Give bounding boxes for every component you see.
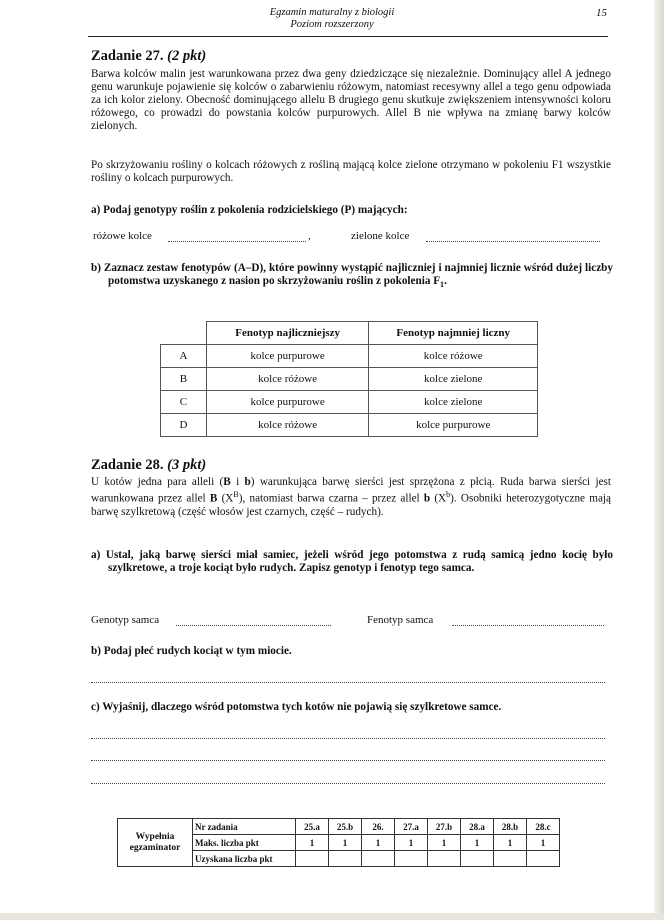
obtained-points-cell[interactable] bbox=[494, 851, 527, 867]
task28b-answer-line[interactable] bbox=[91, 682, 605, 683]
phenotype-option-B[interactable] bbox=[161, 368, 538, 391]
task-number-cell: 27.b bbox=[428, 819, 461, 835]
max-points-cell: 1 bbox=[395, 835, 428, 851]
obtained-points-cell[interactable] bbox=[527, 851, 560, 867]
examiner-label-line2: egzaminator bbox=[129, 842, 181, 853]
task27-points: (2 pkt) bbox=[167, 48, 207, 64]
task27-cross-description: Po skrzyżowaniu rośliny o kolcach różowych z rośliną mającą kolce zielone otrzymano w pokoleniu F1 wszystkie rośliny o kolcach purpurowych. bbox=[91, 159, 611, 184]
t28-sup: B bbox=[233, 489, 239, 499]
task-number-cell: 26. bbox=[362, 819, 395, 835]
page-edge-shadow bbox=[654, 0, 664, 920]
option-letter: A bbox=[161, 345, 207, 368]
max-points-cell: 1 bbox=[461, 835, 494, 851]
phenotype-option-A[interactable] bbox=[161, 345, 538, 368]
header-subject: Egzamin maturalny z biologii bbox=[269, 7, 395, 18]
task27a-green-answer-line[interactable] bbox=[426, 241, 600, 242]
t28-text: (X bbox=[217, 492, 234, 505]
max-points-cell: 1 bbox=[296, 835, 329, 851]
t28-allele: b bbox=[244, 476, 251, 488]
task27a-comma: , bbox=[308, 230, 311, 242]
option-letter: C bbox=[161, 391, 207, 414]
task27b-question-sub: 1 bbox=[440, 280, 445, 290]
obtained-points-cell[interactable] bbox=[461, 851, 494, 867]
task28a-phenotype-label: Fenotyp samca bbox=[367, 614, 434, 626]
task-number-cell: 25.a bbox=[296, 819, 329, 835]
task-number-cell: 27.a bbox=[395, 819, 428, 835]
max-points-cell: 1 bbox=[527, 835, 560, 851]
task28a-genotype-label: Genotyp samca bbox=[91, 614, 160, 626]
t28-text: U kotów jedna para alleli ( bbox=[91, 476, 224, 488]
task-number-cell: 28.b bbox=[494, 819, 527, 835]
examiner-score-table bbox=[117, 818, 560, 867]
option-most: kolce różowe bbox=[206, 414, 369, 437]
row-label-task-number: Nr zadania bbox=[193, 819, 296, 835]
max-points-cell: 1 bbox=[428, 835, 461, 851]
task28a-question: a) Ustal, jaką barwę sierści miał samiec, jeżeli wśród jego potomstwa z rudą samicą jedno kocię było szylkretowe, a troje kociąt było rudych. Zapisz genotyp i fenotyp tego samca. bbox=[91, 549, 613, 574]
obtained-points-cell[interactable] bbox=[362, 851, 395, 867]
phenotype-option-C[interactable] bbox=[161, 391, 538, 414]
task27a-pink-label: różowe kolce bbox=[93, 230, 152, 242]
phenotype-option-D[interactable] bbox=[161, 414, 538, 437]
row-label-obtained-points: Uzyskana liczba pkt bbox=[193, 851, 296, 867]
task28c-answer-line-3[interactable] bbox=[91, 783, 605, 784]
t28-allele: B bbox=[209, 492, 218, 505]
row-label-max-points: Maks. liczba pkt bbox=[193, 835, 296, 851]
t28-allele: b bbox=[423, 492, 431, 505]
task27-title bbox=[91, 48, 206, 65]
task27a-green-label: zielone kolce bbox=[351, 230, 410, 242]
t28-text: ). Osobniki heterozygotyczne mają barwę szylkretową (część włosów jest czarnych, część – rudych). bbox=[91, 492, 611, 518]
score-row-task-numbers bbox=[118, 819, 560, 835]
option-least: kolce zielone bbox=[369, 391, 538, 414]
page-header bbox=[0, 7, 664, 31]
task28c-answer-line-1[interactable] bbox=[91, 738, 605, 739]
task28-points: (3 pkt) bbox=[167, 457, 207, 473]
phenotype-table-header-row bbox=[161, 322, 538, 345]
task28b-question: b) Podaj płeć rudych kociąt w tym miocie. bbox=[91, 645, 292, 657]
task27b-question bbox=[91, 262, 613, 291]
task28c-answer-line-2[interactable] bbox=[91, 760, 605, 761]
task-number-cell: 28.c bbox=[527, 819, 560, 835]
header-rule bbox=[88, 36, 608, 37]
t28-text: ), natomiast barwa czarna – przez allel bbox=[238, 492, 424, 505]
option-letter: B bbox=[161, 368, 207, 391]
obtained-points-cell[interactable] bbox=[329, 851, 362, 867]
task27a-pink-answer-line[interactable] bbox=[168, 241, 306, 242]
option-most: kolce purpurowe bbox=[206, 345, 369, 368]
option-least: kolce zielone bbox=[369, 368, 538, 391]
task-number-cell: 25.b bbox=[329, 819, 362, 835]
option-most: kolce purpurowe bbox=[206, 391, 369, 414]
phenotype-table-corner bbox=[161, 322, 207, 345]
task28-title bbox=[91, 457, 206, 474]
max-points-cell: 1 bbox=[362, 835, 395, 851]
task28-number: Zadanie 28. bbox=[91, 457, 164, 473]
obtained-points-cell[interactable] bbox=[428, 851, 461, 867]
t28-text: i bbox=[230, 476, 245, 488]
task27b-question-end: . bbox=[444, 275, 447, 287]
phenotype-table bbox=[160, 321, 538, 437]
task27-number: Zadanie 27. bbox=[91, 48, 164, 64]
option-least: kolce purpurowe bbox=[369, 414, 538, 437]
task-number-cell: 28.a bbox=[461, 819, 494, 835]
examiner-side-label bbox=[118, 819, 193, 867]
max-points-cell: 1 bbox=[494, 835, 527, 851]
task28a-phenotype-answer-line[interactable] bbox=[452, 625, 604, 626]
option-least: kolce różowe bbox=[369, 345, 538, 368]
task27a-question: a) Podaj genotypy roślin z pokolenia rodzicielskiego (P) mających: bbox=[91, 204, 408, 216]
t28-text: ) warunkująca barwę sierści jest sprzężona z płcią. Ruda barwa sierści jest warunkowana przez allel bbox=[91, 476, 612, 505]
header-most-numerous: Fenotyp najliczniejszy bbox=[206, 322, 369, 345]
t28-sup: b bbox=[446, 489, 451, 499]
task28c-question: c) Wyjaśnij, dlaczego wśród potomstwa tych kotów nie pojawią się szylkretowe samce. bbox=[91, 701, 502, 713]
obtained-points-cell[interactable] bbox=[395, 851, 428, 867]
page-number: 15 bbox=[596, 7, 607, 19]
task28-intro bbox=[91, 476, 611, 518]
t28-allele: B bbox=[223, 476, 231, 488]
header-least-numerous: Fenotyp najmniej liczny bbox=[369, 322, 538, 345]
t28-text: (X bbox=[430, 492, 447, 505]
task27b-question-text: b) Zaznacz zestaw fenotypów (A–D), które powinny wystąpić najliczniej i najmniej licznie wśród dużej liczby potomstwa uzyskanego z nasion po skrzyżowaniu roślin z pokolenia F bbox=[91, 262, 613, 287]
task28a-genotype-answer-line[interactable] bbox=[176, 625, 331, 626]
obtained-points-cell[interactable] bbox=[296, 851, 329, 867]
examiner-label-line1: Wypełnia bbox=[135, 831, 175, 842]
page-bottom-edge bbox=[0, 913, 664, 920]
header-level: Poziom rozszerzony bbox=[290, 19, 374, 30]
max-points-cell: 1 bbox=[329, 835, 362, 851]
option-most: kolce różowe bbox=[206, 368, 369, 391]
task27-intro: Barwa kolców malin jest warunkowana przez dwa geny dziedziczące się niezależnie. Dominujący allel A jednego genu warunkuje pojawienie się kolców o zabarwieniu różowym, natomiast recesywny allel a tego genu odpowiada za ich kolor zielony. Obecność dominującego allelu B drugiego genu skutkuje zwiększeniem intensywności koloru różowego, co prowadzi do powstania kolców purpurowych. Allel B nie wpływa na zmianę barwy kolców zielonych. bbox=[91, 68, 611, 132]
option-letter: D bbox=[161, 414, 207, 437]
